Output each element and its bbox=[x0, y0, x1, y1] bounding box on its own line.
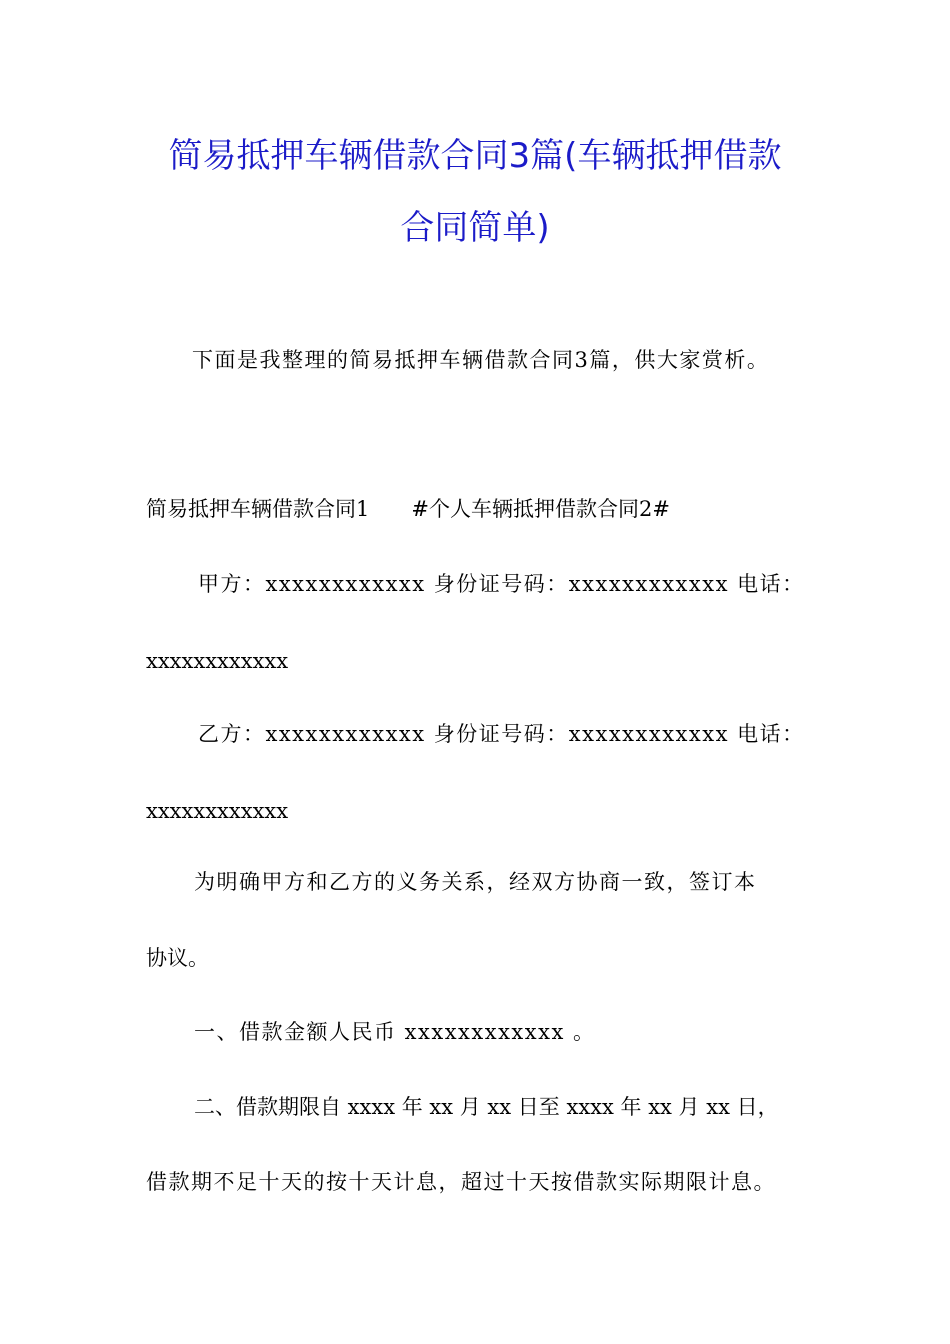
clause-1: 一、借款金额人民币 xxxxxxxxxxxx 。 bbox=[194, 1020, 596, 1044]
purpose-line-2: 协议。 bbox=[146, 946, 209, 970]
clause-2-line-2: 借款期不足十天的按十天计息，超过十天按借款实际期限计息。 bbox=[146, 1170, 776, 1194]
party-a-line-1: 甲方：xxxxxxxxxxxx 身份证号码：xxxxxxxxxxxx 电话： bbox=[198, 572, 805, 596]
intro-paragraph: 下面是我整理的简易抵押车辆借款合同3篇，供大家赏析。 bbox=[192, 348, 770, 372]
party-a-line-2: xxxxxxxxxxxx bbox=[146, 649, 289, 673]
clause-2-line-1: 二、借款期限自 xxxx 年 xx 月 xx 日至 xxxx 年 xx 月 xx 日， bbox=[194, 1095, 779, 1119]
party-b-line-1: 乙方：xxxxxxxxxxxx 身份证号码：xxxxxxxxxxxx 电话： bbox=[198, 722, 805, 746]
party-b-line-2: xxxxxxxxxxxx bbox=[146, 799, 289, 823]
section-heading: 简易抵押车辆借款合同1 #个人车辆抵押借款合同2# bbox=[146, 497, 670, 521]
title-line-2: 合同简单) bbox=[400, 208, 550, 248]
purpose-line-1: 为明确甲方和乙方的义务关系，经双方协商一致，签订本 bbox=[194, 870, 757, 894]
title-line-1: 简易抵押车辆借款合同3篇(车辆抵押借款 bbox=[168, 136, 782, 176]
